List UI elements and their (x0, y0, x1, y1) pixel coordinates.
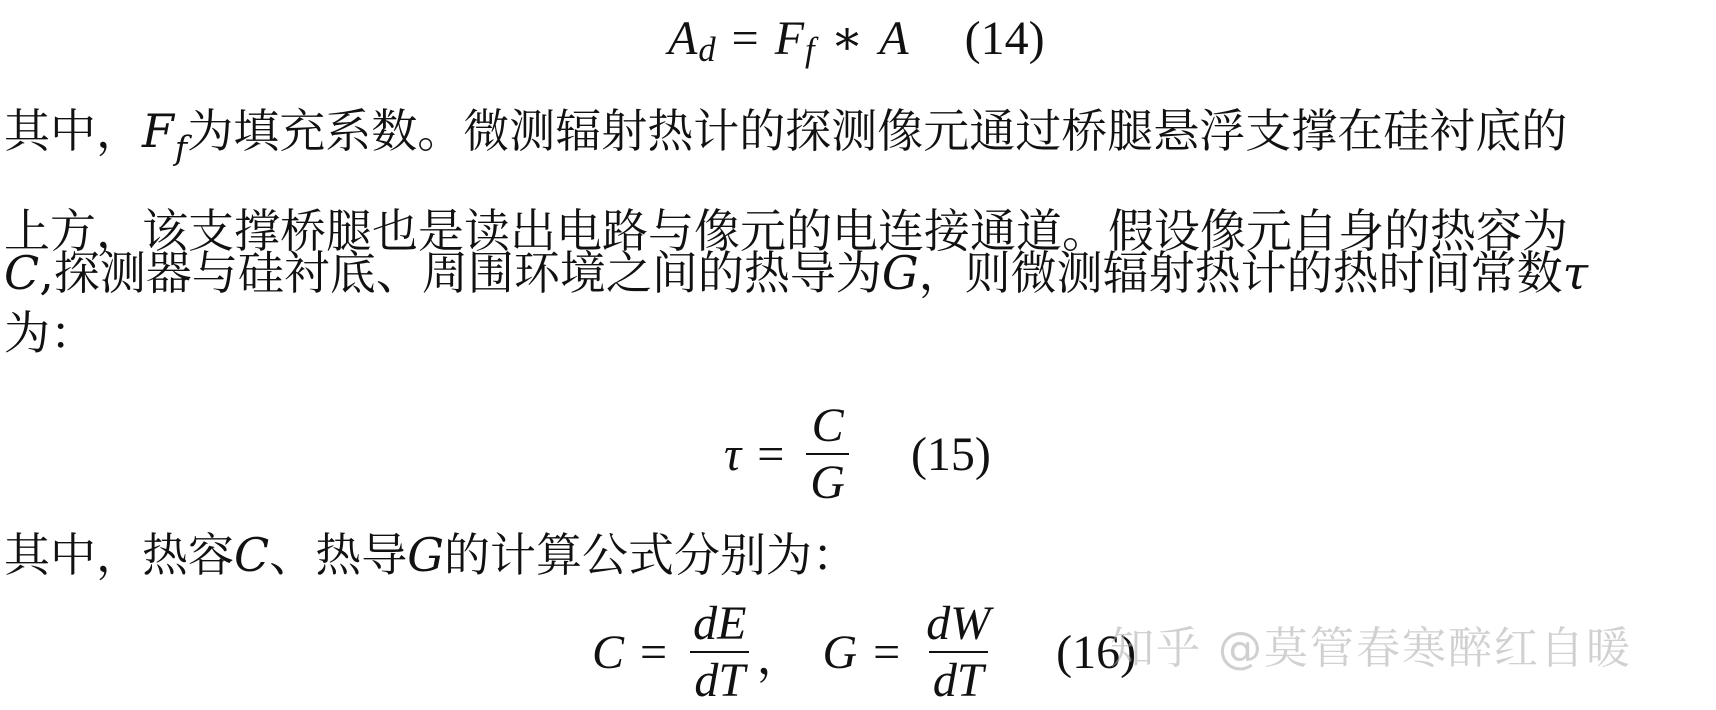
eq14-lhs-sub: d (698, 30, 716, 69)
para1-var-c: C (4, 246, 40, 300)
eq16-equals-1: = (640, 626, 668, 680)
eq14-lhs: A (668, 11, 698, 65)
eq15-number: (15) (910, 428, 991, 482)
eq15-numerator: C (811, 399, 844, 452)
eq15-lhs: τ (724, 428, 742, 482)
eq16-c: C (592, 626, 625, 680)
eq14-times: ∗ (830, 12, 864, 65)
para1-line1 (4, 104, 1568, 167)
equation-16 (592, 597, 1137, 707)
eq16-separator: ， (756, 631, 805, 685)
para1-line3-mid2: ，则微测辐射热计的热时间常数 (918, 246, 1563, 300)
equation-15 (724, 399, 991, 509)
para1-line2: 上方，该支撑桥腿也是读出电路与像元的电连接通道。假设像元自身的热容为 (4, 204, 1568, 258)
eq16-fraction-g (922, 597, 994, 707)
eq14-a: A (879, 11, 909, 65)
equation-14 (668, 10, 1045, 69)
eq16-g: G (822, 626, 858, 680)
para1-line1-rest: 为填充系数。微测辐射热计的探测像元通过桥腿悬浮支撑在硅衬底的 (187, 104, 1568, 158)
eq15-denominator: G (806, 453, 849, 508)
para1-var-g: G (881, 246, 919, 300)
para2-var-g: G (407, 528, 444, 582)
eq16-c-denominator: dT (690, 651, 749, 706)
para1-var-f: F (142, 104, 174, 158)
para2-prefix: 其中，热容 (4, 528, 234, 582)
zhihu-watermark: 知乎 @莫管春寒醉红自暖 (1110, 623, 1632, 674)
para1-line4: 为： (4, 306, 96, 360)
eq15-equals: = (757, 428, 785, 482)
para1-line3 (4, 246, 1589, 300)
eq16-number: (16) (1056, 626, 1137, 680)
eq16-fraction-c (689, 597, 750, 707)
para1-var-f-sub: f (174, 127, 188, 167)
eq15-fraction (806, 399, 849, 509)
eq14-equals: = (731, 11, 759, 65)
para2-mid: 、热导 (269, 528, 408, 582)
eq14-f-sub: f (805, 30, 815, 69)
eq14-f: F (774, 11, 805, 65)
para1-line1-prefix: 其中， (4, 104, 142, 158)
eq14-number: (14) (964, 11, 1045, 65)
para2-line (4, 528, 858, 582)
eq16-c-numerator: dE (693, 597, 747, 650)
eq16-g-numerator: dW (926, 597, 991, 650)
para1-var-tau: τ (1562, 246, 1589, 300)
eq16-g-denominator: dT (929, 651, 988, 706)
para2-rest: 的计算公式分别为： (443, 528, 858, 582)
para1-line3-mid: ,探测器与硅衬底、周围环境之间的热导为 (39, 246, 882, 300)
para2-var-c: C (234, 528, 270, 582)
eq16-equals-2: = (873, 626, 901, 680)
